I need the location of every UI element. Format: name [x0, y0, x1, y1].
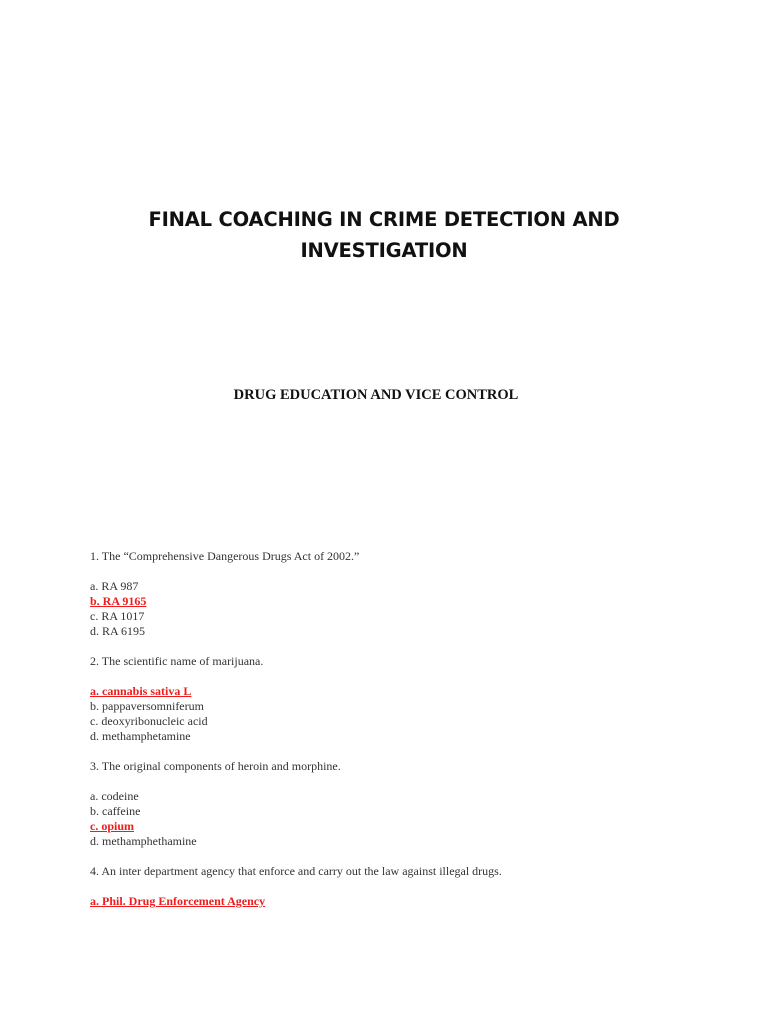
q2-choice-a-answer: a. cannabis sativa L [90, 684, 192, 698]
question-3: 3. The original components of heroin and morphine. [90, 759, 341, 773]
q1-choice-d: d. RA 6195 [90, 624, 146, 638]
q1-choice-b-answer: b. RA 9165 [90, 594, 147, 608]
spacer [90, 639, 730, 654]
q3-choice-c-answer: c. opium [90, 819, 135, 833]
spacer [90, 879, 730, 894]
section-subtitle: DRUG EDUCATION AND VICE CONTROL [233, 387, 519, 403]
q1-choice-a: a. RA 987 [90, 579, 139, 593]
q2-choice-c: c. deoxyribonucleic acid [90, 714, 208, 728]
q4-choice-a-answer: a. Phil. Drug Enforcement Agency [90, 894, 266, 908]
q2-choice-b: b. pappaversomniferum [90, 699, 204, 713]
document-title [0, 204, 768, 266]
spacer [90, 774, 730, 789]
spacer [90, 564, 730, 579]
q3-choice-a: a. codeine [90, 789, 139, 803]
spacer [90, 744, 730, 759]
spacer [90, 669, 730, 684]
q1-choice-c: c. RA 1017 [90, 609, 145, 623]
question-1: 1. The “Comprehensive Dangerous Drugs Act of 2002.” [90, 549, 360, 563]
title-line-2: INVESTIGATION [300, 239, 468, 262]
question-list [90, 549, 730, 909]
title-line-1: FINAL COACHING IN CRIME DETECTION AND [148, 208, 620, 231]
spacer [90, 849, 730, 864]
q3-choice-b: b. caffeine [90, 804, 141, 818]
q2-choice-d: d. methamphetamine [90, 729, 191, 743]
question-4: 4. An inter department agency that enforce and carry out the law against illegal drugs. [90, 864, 502, 878]
q3-choice-d: d. methamphethamine [90, 834, 197, 848]
question-2: 2. The scientific name of marijuana. [90, 654, 264, 668]
